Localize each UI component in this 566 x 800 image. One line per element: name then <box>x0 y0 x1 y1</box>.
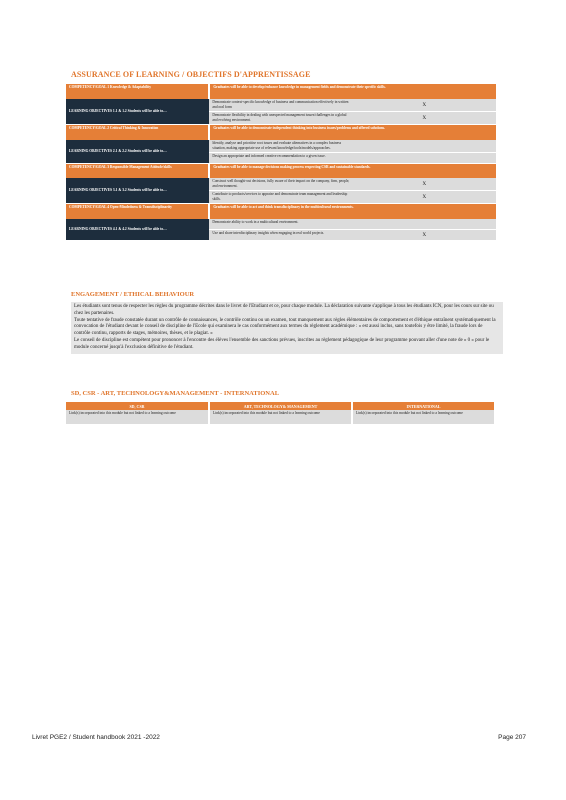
section-title: ASSURANCE OF LEARNING / OBJECTIFS D'APPRENTISSAGE <box>71 70 311 79</box>
objective-mark: X <box>353 230 496 241</box>
learning-objectives-label: LEARNING OBJECTIVES 4.1 & 4.2 Students will be able to… <box>66 219 209 241</box>
objective-mark: X <box>353 191 496 204</box>
objective-mark <box>353 219 496 230</box>
table-row <box>66 410 495 424</box>
ethics-paragraph: Toute tentative de fraude constatée durant un contrôle de connaissances, le contrôle continu ou un examen, tout manquement aux règles élémentaires de comportement et d'éthique entraînent systématiquement la convocation de l'étudiant devant le conseil de discipline de l'Ecole qui examinera le cas conformément aux termes du règlement académique : « est aussi inclus, sans toutefois y être limité, la fraude lors de contrôle continu, rapports de stages, mémoires, thèses, et le plagiat. » <box>74 317 496 337</box>
objective-description: Demonstrate flexibility in dealing with unexpected management issues/challenges in a global and evolving environment. <box>209 112 352 125</box>
competency-row <box>66 84 496 99</box>
competency-row <box>66 163 496 178</box>
objective-description: Demonstrate ability to work in a multicultural environment. <box>209 219 352 230</box>
competency-title: COMPETENCY/GOAL 3 Responsible Management Attitude/skills <box>66 163 209 178</box>
objective-mark: X <box>353 99 496 112</box>
competency-statement: Graduates will be able to develop/enhance knowledge in management fields and demonstrate their specific skills. <box>209 84 496 99</box>
ethics-paragraph: Le conseil de discipline est compétent pour prononcer à l'encontre des élèves l'ensemble des sanctions prévues, inscrites au règlement pédagogique de leur programme pouvant aller d'une note de « 0 » pour le module concerné jusqu'à l'exclusion définitive de l'étudiant. <box>74 337 490 350</box>
objective-mark <box>353 152 496 163</box>
learning-objectives-label: LEARNING OBJECTIVES 3.1 & 3.2 Students will be able to… <box>66 178 209 204</box>
footer-page-number: Page 207 <box>498 734 526 741</box>
objective-description: Identify, analyse and prioritise root issues and evaluate alternatives in a complex business situation, making appropriate use of relevant knowledge/tools/models/approaches. <box>209 140 352 153</box>
learning-objectives-label: LEARNING OBJECTIVES 2.1 & 2.2 Students will be able to… <box>66 140 209 164</box>
table-cell: Link(s) incorporated into this module but not linked to a learning outcome <box>352 410 495 424</box>
sd-section-title: SD, CSR - ART, TECHNOLOGY&MANAGEMENT - INTERNATIONAL <box>71 390 280 397</box>
competency-statement: Graduates will be able to manage decisions making process respecting CSR and sustainable standards. <box>209 163 496 178</box>
objective-description: Design an appropriate and informed creative recommendation to a given issue. <box>209 152 352 163</box>
competency-title: COMPETENCY/GOAL 2 Critical Thinking & Innovation <box>66 125 209 140</box>
competency-title: COMPETENCY/GOAL 4 Open-Mindedness & Transdisciplinarity <box>66 204 209 219</box>
ethics-section-title: ENGAGEMENT / ETHICAL BEHAVIOUR <box>71 291 195 298</box>
column-header: SD, CSR <box>66 402 209 410</box>
objective-mark: X <box>353 178 496 191</box>
objective-row <box>66 219 496 230</box>
competency-statement: Graduates will be able to demonstrate independent thinking into business issues/problems and offered solutions. <box>209 125 496 140</box>
objective-row <box>66 140 496 153</box>
sd-csr-international-table <box>66 402 496 424</box>
table-cell: Link(s) incorporated into this module but not linked to a learning outcome <box>209 410 352 424</box>
objective-mark: X <box>353 112 496 125</box>
table-cell: Link(s) incorporated into this module but not linked to a learning outcome <box>66 410 209 424</box>
footer-handbook-label: Livret PGE2 / Student handbook 2021 -2022 <box>32 734 160 741</box>
objective-description: Demonstrate context-specific knowledge of business and communication effectively in written and oral form <box>209 99 352 112</box>
competency-row <box>66 125 496 140</box>
learning-objectives-label: LEARNING OBJECTIVES 1.1 & 1.2 Students will be able to… <box>66 99 209 125</box>
objective-mark <box>353 140 496 153</box>
objective-description: Use and share interdisciplinary insights when engaging in real world projects. <box>209 230 352 241</box>
objective-row <box>66 99 496 112</box>
ethics-paragraph: Les étudiants sont tenus de respecter les règles du programme décrites dans le livret de l'Etudiant et ce, pour chaque module. La déclaration suivante s'applique à tous les étudiants ICN, pour les cours sur site ou chez les partenaires. <box>74 304 494 316</box>
column-header: INTERNATIONAL <box>352 402 495 410</box>
competency-row <box>66 204 496 219</box>
competency-statement: Graduates will be able to act and think transdisciplinary in the multicultural environments. <box>209 204 496 219</box>
objective-row <box>66 178 496 191</box>
objective-description: Construct well thought-out decisions, fully aware of their impact on the company, firm, people, and environment. <box>209 178 352 191</box>
ethics-text-block <box>71 302 503 354</box>
objective-description: Contribute to products/services to appraise and demonstrate team management and leadership skills. <box>209 191 352 204</box>
assurance-of-learning-table <box>66 84 496 241</box>
column-header: ART, TECHNOLOGY& MANAGEMENT <box>209 402 352 410</box>
competency-title: COMPETENCY/GOAL 1 Knowledge & Adaptability <box>66 84 209 99</box>
